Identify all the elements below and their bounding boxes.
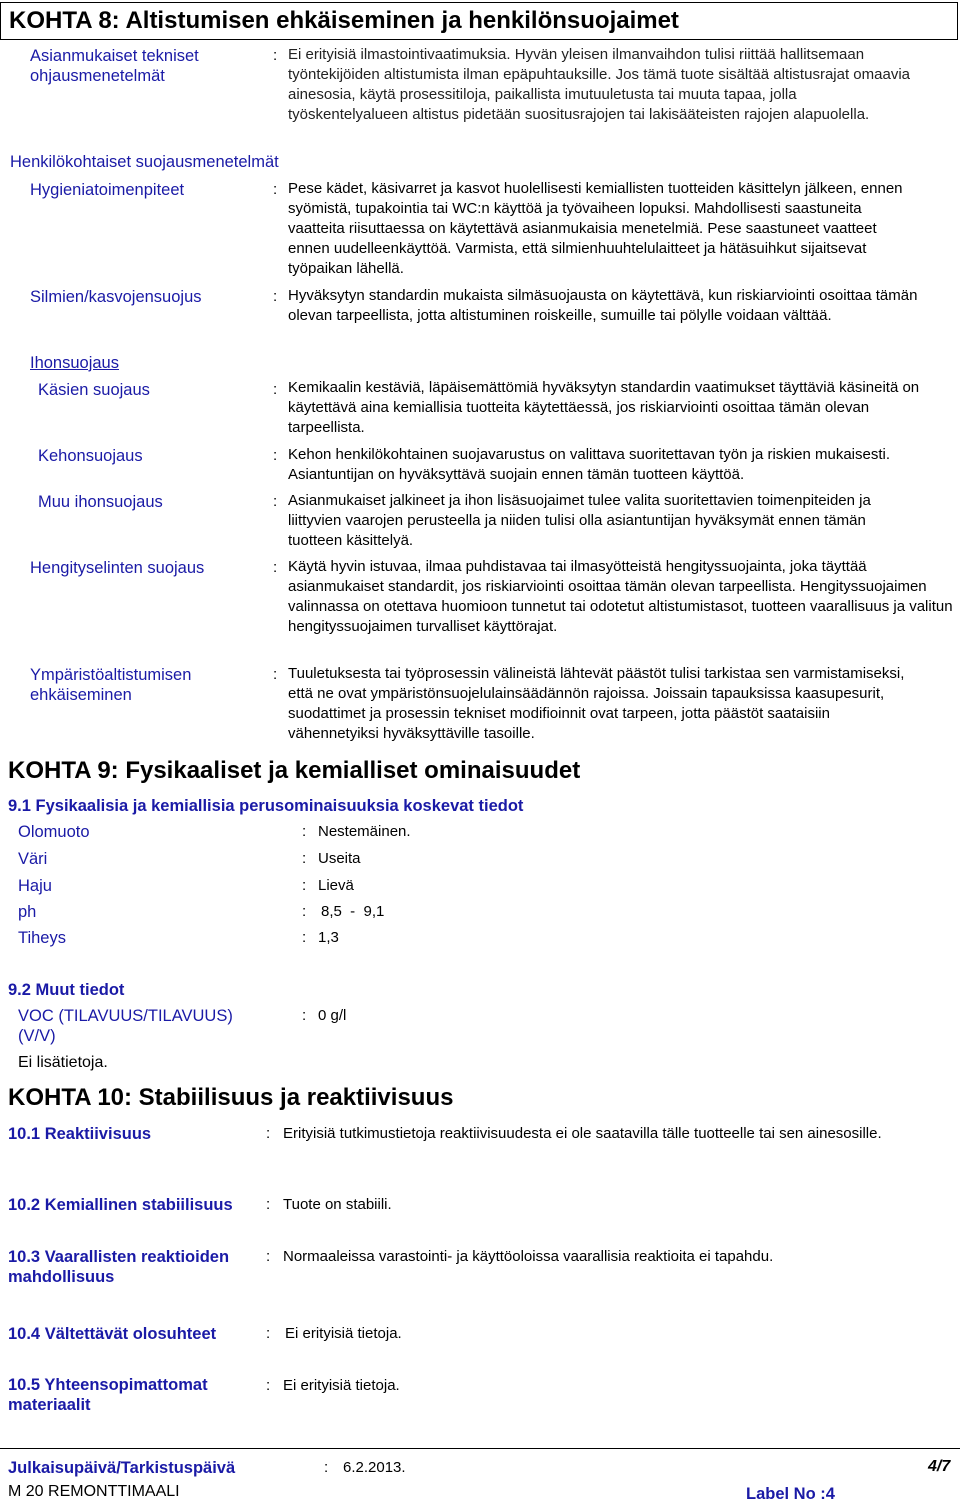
footer-date-label: Julkaisupäivä/Tarkistuspäivä: [8, 1459, 236, 1477]
colon: :: [302, 929, 307, 946]
colon: :: [266, 1377, 271, 1394]
footer-date-value: 6.2.2013.: [343, 1459, 406, 1476]
no-further-info: Ei lisätietoja.: [18, 1054, 108, 1071]
property-value: Useita: [318, 850, 361, 867]
section-10-3-label: 10.3 Vaarallisten reaktioiden mahdollisuus: [8, 1248, 230, 1286]
colon: :: [273, 47, 278, 64]
eye-protection-text: Hyväksytyn standardin mukaista silmäsuojausta on käytettävä, kun riskiarviointi osoittaa tämän olevan tarpeellista, jotta altistuminen roiskeille, sumuille tai pölylle voidaan välttää.: [288, 287, 918, 324]
properties-list: [0, 822, 960, 962]
section-10-5-label: 10.5 Yhteensopimattomat materiaalit: [8, 1376, 208, 1414]
hygiene-label: Hygieniatoimenpiteet: [30, 181, 185, 199]
other-skin-protection-text: Asianmukaiset jalkineet ja ihon lisäsuojaimet tulee valita suoritettavien toimenpiteiden ja liittyvien vaarojen perusteella ja niiden tulisi olla asiantuntijan hyväksymät ennen tämän tuotteen käsittelyä.: [288, 492, 871, 549]
body-protection-text: Kehon henkilökohtainen suojavarustus on valittava suoritettavan työn ja riskien mukaisesti. Asiantuntijan on hyväksyttävä suojain ennen tämän tuotteen käyttöä.: [288, 446, 891, 483]
section-9-2-heading: 9.2 Muut tiedot: [8, 981, 125, 999]
section-10-5-value: Ei erityisiä tietoja.: [283, 1377, 400, 1394]
colon: :: [273, 181, 278, 198]
colon: :: [266, 1248, 271, 1265]
footer-page-number: 4/7: [928, 1458, 951, 1475]
voc-value: 0 g/l: [318, 1007, 347, 1024]
eye-protection-label: Silmien/kasvojensuojus: [30, 288, 202, 306]
section-10-2-label: 10.2 Kemiallinen stabiilisuus: [8, 1196, 233, 1214]
colon: :: [273, 666, 278, 683]
property-label: ph: [18, 903, 37, 921]
environmental-exposure-label: Ympäristöaltistumisen ehkäiseminen: [30, 666, 192, 704]
colon: :: [266, 1325, 271, 1342]
engineering-controls-text: Ei erityisiä ilmastointivaatimuksia. Hyvän yleisen ilmanvaihdon tulisi riittää hallitsemaan työntekijöiden altistumista ilman epäpuhtauksille. Jos tämä tuote sisältää altistusrajat omaavia ainesosia, käytä prosessitiloja, paikallista imutuuletusta tai muuta tapaa, jolla työskentelyalueen altistus pidetään suositusrajojen tai lakisääteisten rajojen alapuolella.: [288, 46, 910, 123]
skin-protection-heading: Ihonsuojaus: [30, 354, 119, 372]
hand-protection-text: Kemikaalin kestäviä, läpäisemättömiä hyväksytyn standardin vaatimukset täyttäviä käsineitä on käytettävä aina kemiallisia tuotteita käytettäessä, jos riskiarviointi osoittaa tämän olevan tarpeellista.: [288, 379, 920, 436]
property-label: Tiheys: [18, 929, 66, 947]
property-label: Väri: [18, 850, 48, 868]
other-skin-protection-label: Muu ihonsuojaus: [38, 493, 163, 511]
footer-label-number: Label No :4: [746, 1485, 835, 1503]
section-10-1-label: 10.1 Reaktiivisuus: [8, 1125, 152, 1143]
colon: :: [302, 877, 307, 894]
colon: :: [302, 850, 307, 867]
colon: :: [266, 1196, 271, 1213]
section-8-title: KOHTA 8: Altistumisen ehkäiseminen ja henkilönsuojaimet: [9, 7, 679, 34]
hygiene-text: Pese kädet, käsivarret ja kasvot huolellisesti kemiallisten tuotteiden käsittelyn jälkeen, ennen syömistä, tupakointia tai WC:n käyttöä ja työvaiheen lopuksi. Mahdollisesti saastuneita vaatteita riisuttaessa on käytettävä asianmukaisia menetelmiä. Pese saastuneet vaatteet ennen uudelleenkäyttöä. Varmista, että silmienhuuhtelulaitteet ja hätäsuihkut sijaitsevat työpaikan lähellä.: [288, 180, 903, 277]
colon: :: [273, 381, 278, 398]
section-10-1-value: Erityisiä tutkimustietoja reaktiivisuudesta ei ole saatavilla tälle tuotteelle tai sen ainesosille.: [283, 1125, 882, 1142]
footer-divider: [0, 1448, 960, 1449]
colon: :: [273, 493, 278, 510]
property-value: Nestemäinen.: [318, 823, 411, 840]
hand-protection-label: Käsien suojaus: [38, 381, 150, 399]
section-8-header: [0, 2, 958, 40]
colon: :: [273, 447, 278, 464]
colon: :: [324, 1459, 329, 1476]
section-10-2-value: Tuote on stabiili.: [283, 1196, 392, 1213]
section-10-title: KOHTA 10: Stabiilisuus ja reaktiivisuus: [8, 1084, 454, 1111]
section-10-4-label: 10.4 Vältettävät olosuhteet: [8, 1325, 217, 1343]
engineering-controls-label: Asianmukaiset tekniset ohjausmenetelmät: [30, 47, 199, 85]
colon: :: [302, 1007, 307, 1024]
colon: :: [266, 1125, 271, 1142]
colon: :: [302, 903, 307, 920]
property-label: Olomuoto: [18, 823, 90, 841]
section-10-3-value: Normaaleissa varastointi- ja käyttöoloissa vaarallisia reaktioita ei tapahdu.: [283, 1248, 774, 1265]
property-value: Lievä: [318, 877, 354, 894]
property-label: Haju: [18, 877, 52, 895]
section-9-title: KOHTA 9: Fysikaaliset ja kemialliset ominaisuudet: [8, 757, 581, 784]
colon: :: [273, 288, 278, 305]
body-protection-label: Kehonsuojaus: [38, 447, 143, 465]
colon: :: [273, 559, 278, 576]
property-value: 8,5 - 9,1: [321, 903, 385, 920]
footer-product-name: M 20 REMONTTIMAALI: [8, 1483, 180, 1500]
respiratory-protection-label: Hengityselinten suojaus: [30, 559, 205, 577]
personal-protection-heading: Henkilökohtaiset suojausmenetelmät: [10, 153, 279, 171]
colon: :: [302, 823, 307, 840]
respiratory-protection-text: Käytä hyvin istuvaa, ilmaa puhdistavaa tai ilmasyötteistä hengityssuojainta, joka täyttää asianmukaiset standardit, jos riskiarviointi osoittaa tämän olevan tarpeellista. Hengityssuojaimen valinnassa on otettava huomioon tunnetut tai odotetut altistumistasot, tuotteen vaarallisuus ja valitun hengityssuojaimen turvalliset käyttörajat.: [288, 558, 953, 635]
section-10-4-value: Ei erityisiä tietoja.: [285, 1325, 402, 1342]
property-value: 1,3: [318, 929, 339, 946]
voc-label: VOC (TILAVUUS/TILAVUUS) (V/V): [18, 1007, 233, 1045]
environmental-exposure-text: Tuuletuksesta tai työprosessin välineistä lähtevät päästöt tulisi tarkistaa sen varmistamiseksi, että ne ovat ympäristönsuojelulainsäädännön rajoissa. Joissain tapauksissa kaasupesurit, suodattimet ja prosessin tekniset modifioinnit ovat tarpeen, jotta päästöt saataisiin vähennetyiksi hyväksyttäville tasoille.: [288, 665, 905, 742]
section-9-1-heading: 9.1 Fysikaalisia ja kemiallisia perusominaisuuksia koskevat tiedot: [8, 797, 524, 815]
